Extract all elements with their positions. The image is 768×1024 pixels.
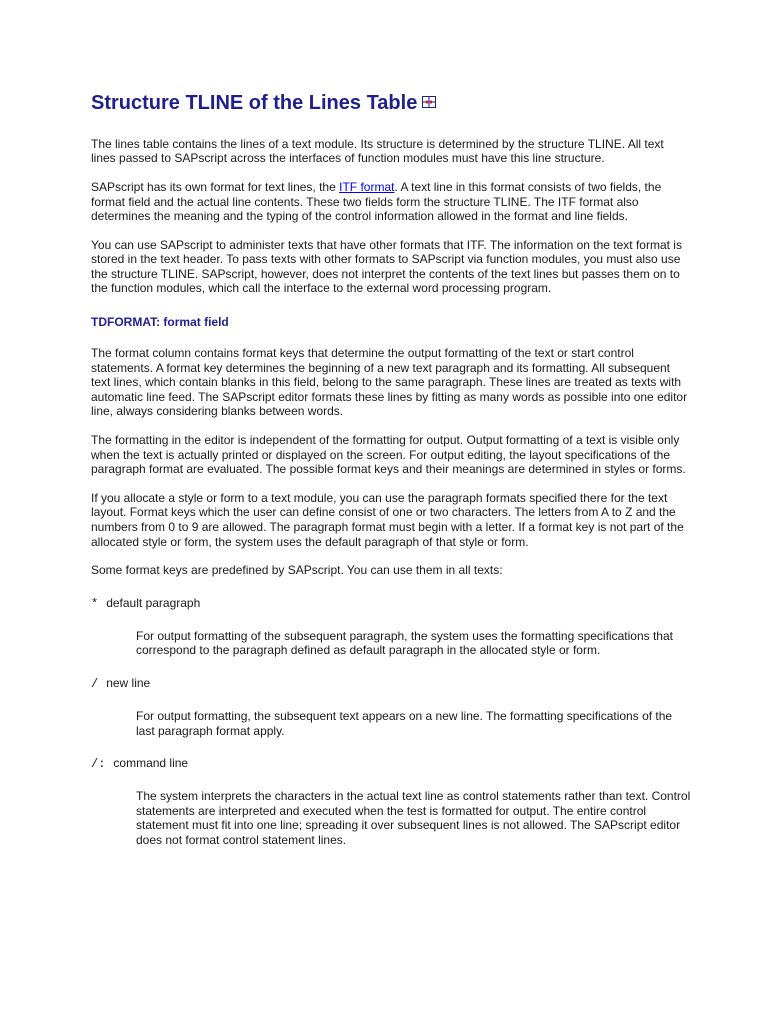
format-key-row [91,676,691,691]
format-key-description: For output formatting, the subsequent text appears on a new line. The formatting specifications of the last paragraph format apply. [136,708,673,738]
format-key-label: command line [113,756,189,771]
format-key-command-line [91,756,691,847]
format-key-default-paragraph [91,596,691,658]
itf-format-link[interactable]: ITF format [339,179,395,194]
page-title-text: Structure TLINE of the Lines Table [91,92,418,114]
intro-paragraph: The lines table contains the lines of a text module. Its structure is determined by the structure TLINE. All text lines passed to SAPscript across the interfaces of function modules must have this line structure. [91,136,664,166]
predefined-keys-paragraph: Some format keys are predefined by SAPscript. You can use them in all texts: [91,563,503,578]
format-key-code: / [91,676,99,691]
format-key-row [91,756,691,771]
itf-paragraph-end: . A text line in this format consists of two fields, the format field and the actual line contents. These two fields form the structure TLINE. The ITF format also determines the meaning and the typing of the control information allowed in the format and line fields. [91,179,662,224]
style-form-paragraph: If you allocate a style or form to a text module, you can use the paragraph formats specified there for the text layout. Format keys which the user can define consist of one or two characters. The letters from A to Z and the numbers from 0 to 9 are allowed. The paragraph format must begin with a letter. If a format key is not part of the allocated style or form, the system uses the default paragraph of that style or form. [91,490,684,549]
itf-paragraph [91,180,691,224]
format-column-paragraph: The format column contains format keys that determine the output formatting of the text or start control statements. A format key determines the beginning of a new text paragraph and its formatting. All subsequent text lines, which contain blanks in this field, belong to the same paragraph. These lines are treated as texts with automatic line feed. The SAPscript editor formats these lines by fitting as many words as possible into one editor line, always considering blanks between words. [91,346,688,419]
format-key-new-line [91,676,691,738]
page-title [91,88,691,119]
itf-paragraph-start: SAPscript has its own format for text lines, the [91,179,340,194]
format-key-label: default paragraph [106,595,201,610]
expand-icon[interactable] [422,87,436,117]
format-key-code: /: [91,757,106,772]
format-key-label: new line [106,675,151,690]
editor-formatting-paragraph: The formatting in the editor is independent of the formatting for output. Output formatting of a text is visible only when the text is actually printed or displayed on the screen. For output editing, the layout specifications of the paragraph format are evaluated. The possible format keys and their meanings are determined in styles or forms. [91,433,686,477]
document-page [91,88,691,866]
format-key-row [91,596,691,611]
other-formats-paragraph: You can use SAPscript to administer texts that have other formats that ITF. The information on the text format is stored in the text header. To pass texts with other formats to SAPscript via function modules, you must also use the structure TLINE. SAPscript, however, does not interpret the contents of the text lines but passes them on to the function modules, which call the interface to the external word processing program. [91,237,682,296]
format-key-description: The system interprets the characters in the actual text line as control statements rather than text. Control statements are interpreted and executed when the test is formatted for output. The entire control statement must fit into one line; spreading it over subsequent lines is not allowed. The SAPscript editor does not format control statement lines. [136,789,691,847]
format-key-description: For output formatting of the subsequent paragraph, the system uses the formatting specifications that correspond to the paragraph defined as default paragraph in the allocated style or form. [136,628,673,658]
section-heading: TDFORMAT: format field [91,315,229,330]
format-key-code: * [91,596,99,611]
